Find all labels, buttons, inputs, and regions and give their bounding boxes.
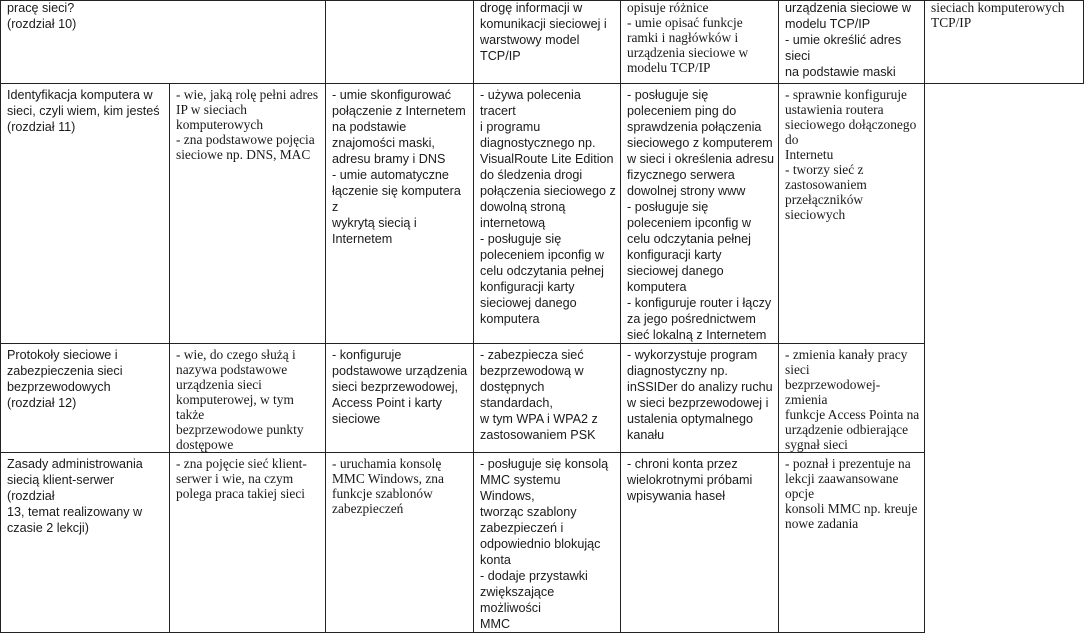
cell-text: - zna pojęcie sieć klient- serwer i wie, na czym polega praca takiej sieci xyxy=(176,456,307,501)
cell-text: - zmienia kanały pracy sieci bezprzewodowej- zmienia funkcje Access Pointa na urządzenie odbierające sygnał sieci xyxy=(785,347,920,452)
cell-text: Protokoły sieciowe i zabezpieczenia sieci bezprzewodowych (rozdział 12) xyxy=(7,348,123,410)
requirement-good-cell xyxy=(474,84,621,344)
cell-text: - wie, jaką rolę pełni adres IP w sieciach komputerowych - zna podstawowe pojęcia sieciowe np. DNS, MAC xyxy=(176,87,319,162)
cell-text: sieciach komputerowych TCP/IP xyxy=(931,0,1065,30)
cell-text: - wie, do czego służą i nazywa podstawowe urządzenia sieci komputerowej, w tym także bezprzewodowe punkty dostępowe xyxy=(176,347,304,452)
cell-text: Identyfikacja komputera w sieci, czyli wiem, kim jesteś (rozdział 11) xyxy=(7,88,160,134)
cell-text: pracę sieci? (rozdział 10) xyxy=(7,1,77,31)
cell-text: - poznał i prezentuje na lekcji zaawansowane opcje konsoli MMC np. kreuje nowe zadania xyxy=(785,456,918,531)
cell-text: - posługuje się poleceniem ping do sprawdzenia połączenia sieciowego z komputerem w sieci i określenia adresu fizycznego serwera dowolnej strony www - posługuje się poleceniem ipconfig w celu odczytania pełnej konfiguracji karty sieciowej danego komputera - konfiguruje router i łączy za jego pośrednictwem sieć lokalną z Internetem xyxy=(627,88,775,342)
requirement-basic-cell xyxy=(326,1,474,84)
cell-text: - posługuje się konsolą MMC systemu Windows, tworząc szablony zabezpieczeń i odpowiednio blokując konta - dodaje przystawki zwiększające możliwości MMC xyxy=(480,457,609,631)
cell-text: - zabezpiecza sieć bezprzewodową w dostępnych standardach, w tym WPA i WPA2 z zastosowaniem PSK xyxy=(480,348,598,442)
requirement-good-cell xyxy=(474,344,621,453)
requirement-very-good-cell xyxy=(621,344,779,453)
requirement-basic-cell xyxy=(170,84,326,344)
cell-text: Zasady administrowania siecią klient-serwer (rozdział 13, temat realizowany w czasie 2 lekcji) xyxy=(7,457,143,535)
requirement-sufficient-cell xyxy=(326,453,474,633)
requirement-sufficient-cell xyxy=(326,344,474,453)
cell-text: drogę informacji w komunikacji sieciowej i warstwowy model TCP/IP xyxy=(480,1,607,63)
requirement-very-good-cell xyxy=(621,84,779,344)
requirement-very-good-cell xyxy=(621,453,779,633)
cell-text: - wykorzystuje program diagnostyczny np. inSSIDer do analizy ruchu w sieci bezprzewodowej i ustalenia optymalnego kanału xyxy=(627,348,773,442)
requirement-basic-cell xyxy=(170,344,326,453)
cell-text: opisuje różnice - umie opisać funkcje ramki i nagłówków i urządzenia sieciowe w modelu TCP/IP xyxy=(627,0,749,75)
requirement-sufficient-cell xyxy=(474,1,621,84)
requirement-very-good-cell xyxy=(779,1,925,84)
requirement-good-cell xyxy=(474,453,621,633)
cell-text: - konfiguruje podstawowe urządzenia sieci bezprzewodowej, Access Point i karty sieciowe xyxy=(332,348,468,426)
requirement-excellent-cell xyxy=(925,1,1084,84)
table-row xyxy=(1,453,1084,633)
requirement-excellent-cell xyxy=(779,344,925,453)
cell-text: - umie skonfigurować połączenie z Internetem na podstawie znajomości maski, adresu bramy i DNS - umie automatyczne łączenie się komputera z wykrytą siecią i Internetem xyxy=(332,88,466,246)
table-row xyxy=(1,1,1084,84)
topic-cell xyxy=(1,84,170,344)
table-row xyxy=(1,84,1084,344)
table-row xyxy=(1,344,1084,453)
requirement-excellent-cell xyxy=(779,84,925,344)
cell-text: - używa polecenia tracert i programu diagnostycznego np. VisualRoute Lite Edition do śledzenia drogi połączenia sieciowego z dowolną stroną internetową - posługuje się poleceniem ipconfig w celu odczytania pełnej konfiguracji karty sieciowej danego komputera xyxy=(480,88,616,326)
cell-text: urządzenia sieciowe w modelu TCP/IP - umie określić adres sieci na podstawie maski xyxy=(785,1,912,79)
cell-text: - sprawnie konfiguruje ustawienia routera sieciowego dołączonego do Internetu - tworzy sieć z zastosowaniem przełączników sieciowych xyxy=(785,87,917,222)
topic-cell xyxy=(1,1,326,84)
requirement-excellent-cell xyxy=(779,453,925,633)
topic-cell xyxy=(1,453,170,633)
requirement-good-cell xyxy=(621,1,779,84)
cell-text: - chroni konta przez wielokrotnymi próbami wpisywania haseł xyxy=(627,457,753,503)
topic-cell xyxy=(1,344,170,453)
requirement-basic-cell xyxy=(170,453,326,633)
cell-text: - uruchamia konsolę MMC Windows, zna funkcje szablonów zabezpieczeń xyxy=(332,456,444,516)
requirement-sufficient-cell xyxy=(326,84,474,344)
